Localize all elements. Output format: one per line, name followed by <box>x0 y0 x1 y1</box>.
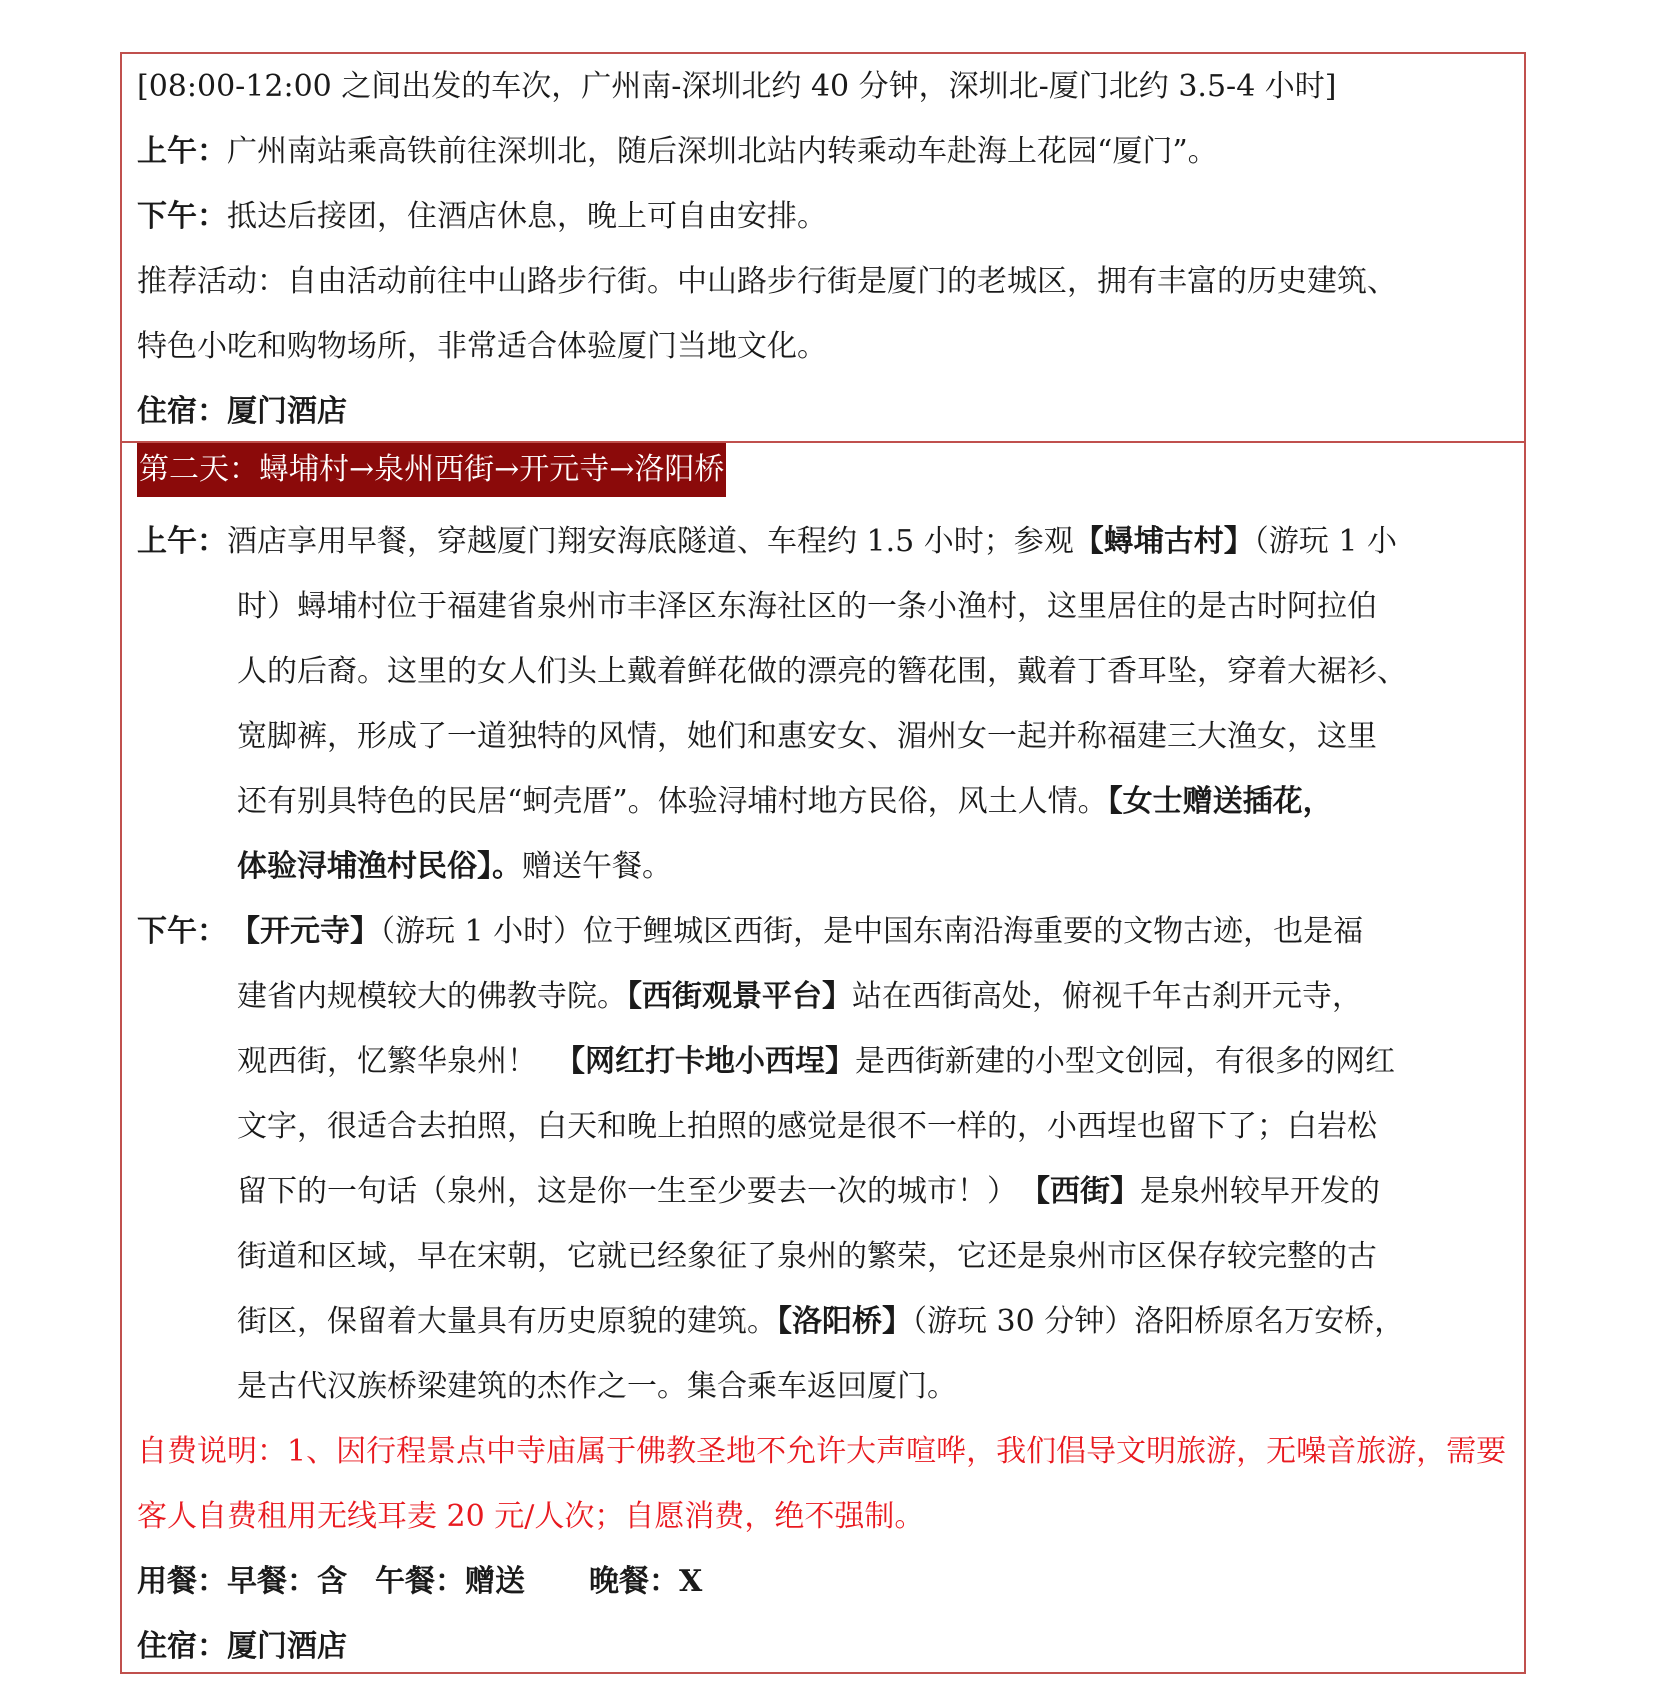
day2-afternoon-line-4: 文字，很适合去拍照，白天和晚上拍照的感觉是很不一样的，小西埕也留下了；白岩松 <box>237 1109 1377 1144</box>
day2-morning-line-6 <box>237 847 1513 887</box>
m1-text: 酒店享用早餐，穿越厦门翔安海底隧道、车程约 1.5 小时；参观 <box>227 524 1074 559</box>
train-note: [08:00-12:00 之间出发的车次，广州南-深圳北约 40 分钟，深圳北-厦门北约 3.5-4 小时] <box>137 69 1337 104</box>
a5-text: 留下的一句话（泉州，这是你一生至少要去一次的城市！） <box>237 1174 1017 1209</box>
day2-morning-line-2: 时）蟳埔村位于福建省泉州市丰泽区东海社区的一条小渔村，这里居住的是古时阿拉伯 <box>237 589 1377 624</box>
a2-text: 建省内规模较大的佛教寺院。 <box>237 979 627 1014</box>
a7-text-2: （游玩 30 分钟）洛阳桥原名万安桥， <box>912 1304 1405 1339</box>
day2-afternoon-line-2 <box>237 977 1513 1017</box>
day2-stay-value: 厦门酒店 <box>227 1629 347 1664</box>
day1-afternoon-label: 下午： <box>137 199 227 234</box>
day1-afternoon <box>137 197 1513 237</box>
day2-stay-label: 住宿： <box>137 1629 227 1664</box>
m5-text: 还有别具特色的民居“蚵壳厝”。体验浔埔村地方民俗，风土人情。 <box>237 784 1108 819</box>
fee-notice-line-2: 客人自费租用无线耳麦 20 元/人次；自愿消费，绝不强制。 <box>137 1499 925 1534</box>
breakfast-value: 早餐：含 <box>227 1564 347 1599</box>
day2-morning-line-1 <box>137 522 1513 562</box>
a3-text: 观西街，忆繁华泉州！ <box>237 1044 537 1079</box>
a3-highlight: 【网红打卡地小西埕】 <box>555 1044 855 1079</box>
lunch-value: 午餐：赠送 <box>375 1564 525 1599</box>
dinner-value: 晚餐：X <box>589 1564 703 1599</box>
a3-text-2: 是西街新建的小型文创园，有很多的网红 <box>855 1044 1395 1079</box>
a1-highlight: 【开元寺】 <box>245 914 380 949</box>
day2-afternoon-line-3 <box>237 1042 1513 1082</box>
a2-text-2: 站在西街高处，俯视千年古刹开元寺， <box>852 979 1362 1014</box>
day2-afternoon-label: 下午： <box>137 914 227 949</box>
day2-afternoon-line-6: 街道和区域，早在宋朝，它就已经象征了泉州的繁荣，它还是泉州市区保存较完整的古 <box>237 1239 1377 1274</box>
a2-highlight: 【西街观景平台】 <box>627 979 852 1014</box>
day2-title: 第二天：蟳埔村→泉州西街→开元寺→洛阳桥 <box>137 443 726 497</box>
m6-highlight: 体验浔埔渔村民俗】。 <box>237 849 522 884</box>
day1-morning <box>137 132 1513 172</box>
day2-morning-line-4: 宽脚裤，形成了一道独特的风情，她们和惠安女、湄州女一起并称福建三大渔女，这里 <box>237 719 1377 754</box>
fee-notice-line-1: 自费说明：1、因行程景点中寺庙属于佛教圣地不允许大声喧哗，我们倡导文明旅游，无噪音旅游，需要 <box>137 1434 1507 1469</box>
day1-stay-label: 住宿： <box>137 394 227 429</box>
day2-morning-line-3: 人的后裔。这里的女人们头上戴着鲜花做的漂亮的簪花围，戴着丁香耳坠，穿着大裾衫、 <box>237 654 1407 689</box>
day2-morning-line-5 <box>237 782 1513 822</box>
day2-afternoon-line-5 <box>237 1172 1513 1212</box>
day2-stay <box>137 1627 1513 1667</box>
day2-afternoon-line-1 <box>137 912 1513 952</box>
a7-highlight: 【洛阳桥】 <box>777 1304 912 1339</box>
m1-highlight: 【蟳埔古村】 <box>1073 524 1254 559</box>
day1-morning-text: 广州南站乘高铁前往深圳北，随后深圳北站内转乘动车赴海上花园“厦门”。 <box>227 134 1218 169</box>
meals-label: 用餐： <box>137 1564 227 1599</box>
day1-stay-value: 厦门酒店 <box>227 394 347 429</box>
m5-highlight: 【女士赠送插花， <box>1107 784 1333 819</box>
day1-morning-label: 上午： <box>137 134 227 169</box>
day1-afternoon-text: 抵达后接团，住酒店休息，晚上可自由安排。 <box>227 199 827 234</box>
day1-stay <box>137 392 1513 432</box>
meals-row <box>137 1562 1513 1602</box>
day1-recommend-line-2: 特色小吃和购物场所，非常适合体验厦门当地文化。 <box>137 329 827 364</box>
a5-text-2: 是泉州较早开发的 <box>1140 1174 1380 1209</box>
a1-text: （游玩 1 小时）位于鲤城区西街，是中国东南沿海重要的文物古迹，也是福 <box>380 914 1364 949</box>
day2-morning-label: 上午： <box>137 524 227 559</box>
a7-text: 街区，保留着大量具有历史原貌的建筑。 <box>237 1304 777 1339</box>
m6-text: 赠送午餐。 <box>522 849 672 884</box>
m1-duration: （游玩 1 小 <box>1253 524 1397 559</box>
day2-afternoon-line-8: 是古代汉族桥梁建筑的杰作之一。集合乘车返回厦门。 <box>237 1369 957 1404</box>
day1-recommend-line-1: 推荐活动：自由活动前往中山路步行街。中山路步行街是厦门的老城区，拥有丰富的历史建筑、 <box>137 264 1397 299</box>
day2-afternoon-line-7 <box>237 1302 1513 1342</box>
a5-highlight: 【西街】 <box>1035 1174 1140 1209</box>
